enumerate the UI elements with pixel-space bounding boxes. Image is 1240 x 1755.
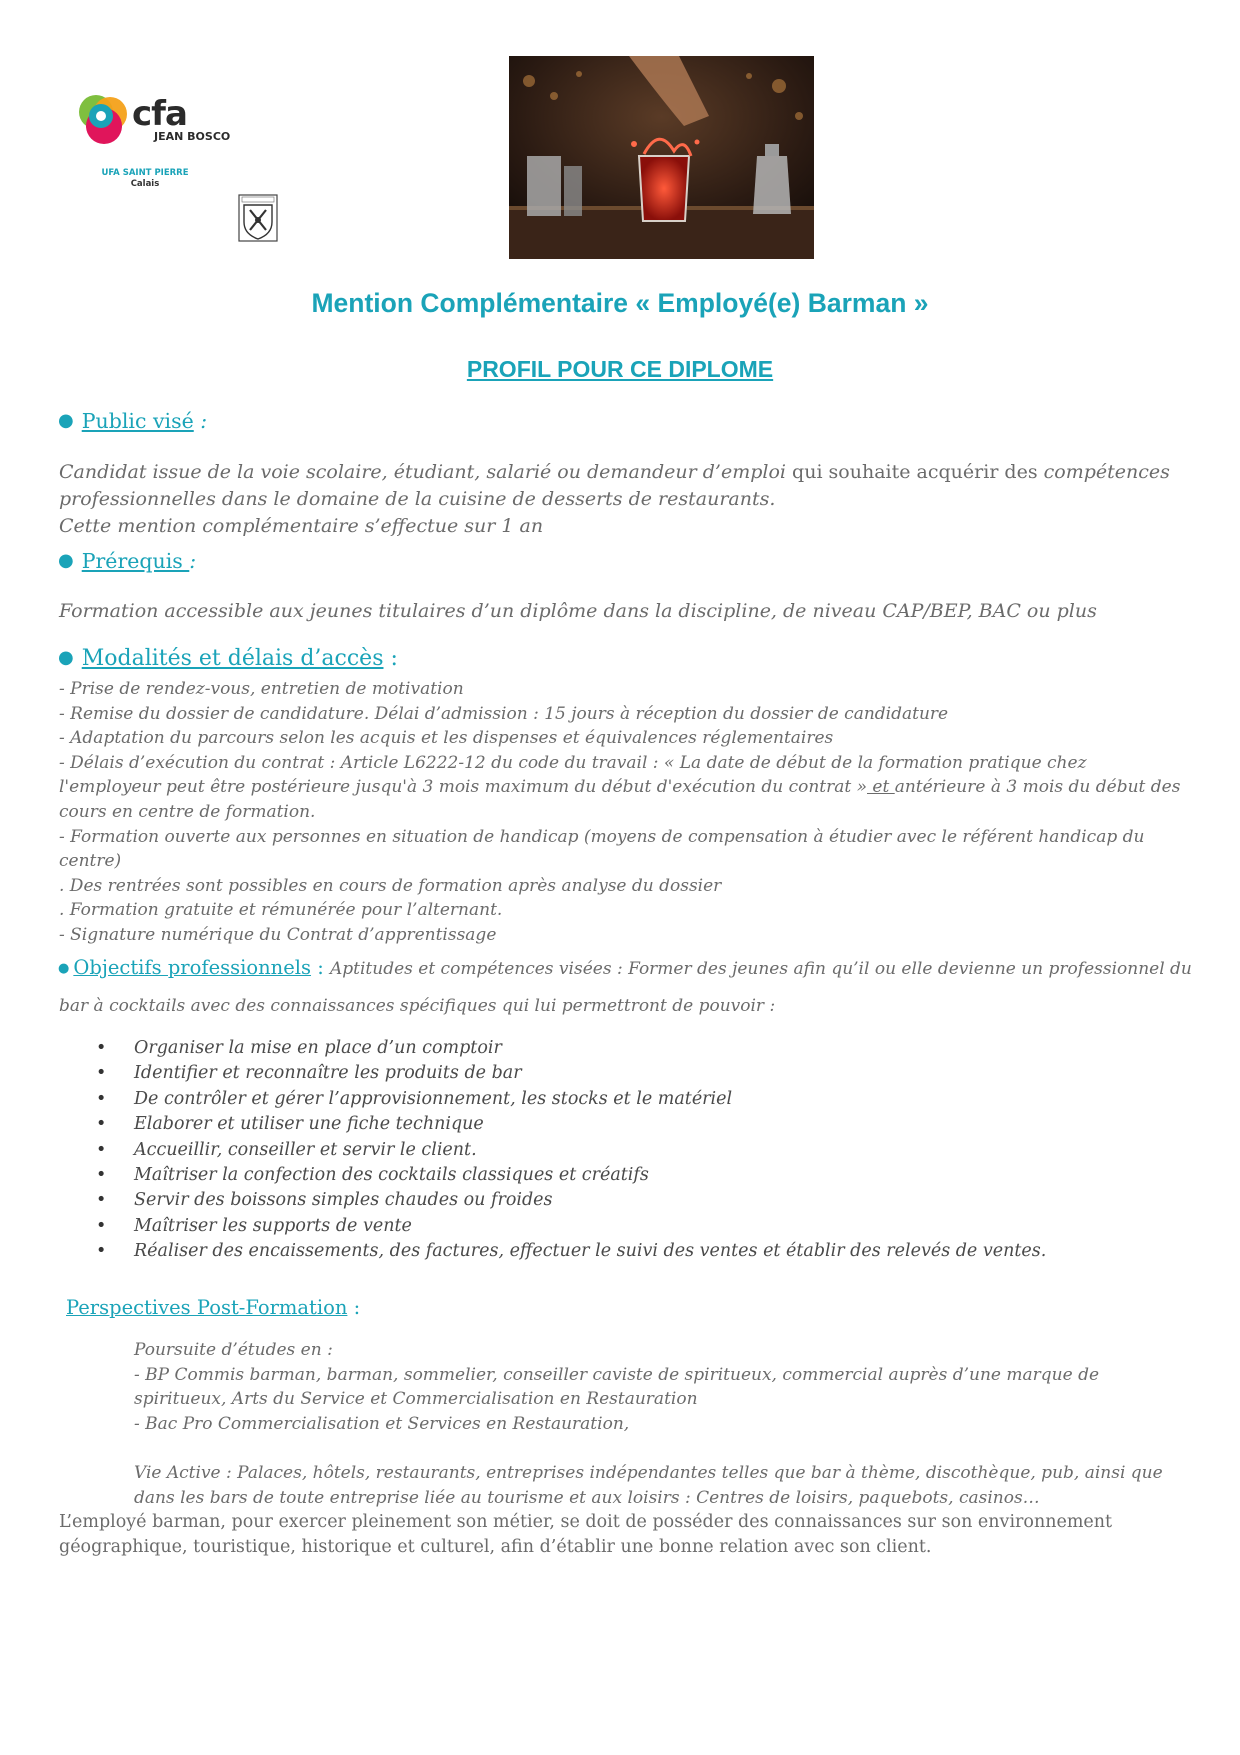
public-line1-c: compétences <box>1043 461 1170 483</box>
modalites-heading <box>58 646 398 671</box>
perspectives-line: Vie Active : Palaces, hôtels, restaurants, entreprises indépendantes telles que bar à thème, discothèque, pub, ainsi que <box>134 1462 1163 1483</box>
objectifs-text2: bar à cocktails avec des connaissances spécifiques qui lui permettront de pouvoir : <box>59 996 776 1016</box>
saint-pierre-crest-icon <box>238 194 278 242</box>
bullet-dot-icon: ● <box>58 410 74 431</box>
objectifs-heading <box>58 956 1198 979</box>
modalites-list <box>59 677 1189 948</box>
public-text <box>59 459 1179 540</box>
final-line2: géographique, touristique, historique et culturel, afin d’établir une bonne relation avec son client. <box>59 1536 932 1557</box>
list-item: • Elaborer et utiliser une fiche technique <box>96 1112 1046 1137</box>
prerequis-text: Formation accessible aux jeunes titulaires d’un diplôme dans la discipline, de niveau CAP/BEP, BAC ou plus <box>59 600 1097 622</box>
objectifs-label: Objectifs professionnels <box>73 956 312 979</box>
list-item: • Réaliser des encaissements, des factures, effectuer le suivi des ventes et établir des relevés de ventes. <box>96 1239 1046 1264</box>
perspectives-heading <box>66 1296 360 1319</box>
list-item: • Identifier et reconnaître les produits de bar <box>96 1061 1046 1086</box>
perspectives-suffix: : <box>347 1296 361 1319</box>
list-item: • Servir des boissons simples chaudes ou froides <box>96 1188 1046 1213</box>
modalites-line: l'employeur peut être postérieure jusqu'à 3 mois maximum du début d'exécution du contrat » <box>59 777 867 798</box>
modalites-label: Modalités et délais d’accès <box>81 646 384 671</box>
modalites-line: - Signature numérique du Contrat d’apprentissage <box>59 924 497 945</box>
perspectives-line: dans les bars de toute entreprise liée au tourisme et aux loisirs : Centres de loisirs, paquebots, casinos… <box>134 1487 1040 1508</box>
modalites-line: - Délais d’exécution du contrat : Article L6222-12 du code du travail : « La date de début de la formation pratique chez <box>59 752 1087 773</box>
bullet-dot-icon: ● <box>58 550 74 571</box>
modalites-line-et: et <box>867 777 895 798</box>
public-line2: professionnelles dans le domaine de la cuisine de desserts de restaurants. <box>59 488 776 510</box>
list-item: • Accueillir, conseiller et servir le client. <box>96 1138 1046 1163</box>
page-title: Mention Complémentaire « Employé(e) Barman » <box>311 288 929 318</box>
modalites-line: - Adaptation du parcours selon les acquis et les dispenses et équivalences réglementaires <box>59 728 834 749</box>
public-heading <box>58 409 207 433</box>
prerequis-suffix: : <box>189 549 197 573</box>
perspectives-line: spiritueux, Arts du Service et Commercialisation en Restauration <box>134 1389 698 1410</box>
public-line1-a: Candidat issue de la voie scolaire, étudiant, salarié ou demandeur d’emploi <box>59 461 786 483</box>
bullet-dot-icon: ● <box>58 961 70 976</box>
modalites-line: antérieure à 3 mois du début des <box>894 777 1181 798</box>
modalites-line: . Des rentrées sont possibles en cours de formation après analyse du dossier <box>59 875 722 896</box>
ufa-line1: UFA SAINT PIERRE <box>101 168 189 178</box>
perspectives-line: Poursuite d’études en : <box>134 1340 333 1360</box>
ufa-label <box>95 168 195 190</box>
cfa-logo-word: cfa <box>132 94 187 134</box>
modalites-line: . Formation gratuite et rémunérée pour l’alternant. <box>59 900 503 921</box>
modalites-line: - Formation ouverte aux personnes en situation de handicap (moyens de compensation à étudier avec le référent handicap du <box>59 826 1145 847</box>
perspectives-line: - Bac Pro Commercialisation et Services en Restauration, <box>134 1413 630 1434</box>
objectifs-list <box>96 1036 1046 1265</box>
modalites-line: centre) <box>59 851 122 872</box>
cfa-logo-subword: JEAN BOSCO <box>154 130 231 143</box>
public-line3: Cette mention complémentaire s’effectue sur 1 an <box>59 515 544 537</box>
list-item: • Organiser la mise en place d’un comptoir <box>96 1036 1046 1061</box>
perspectives-text <box>134 1338 1184 1510</box>
modalites-line: - Prise de rendez-vous, entretien de motivation <box>59 679 464 699</box>
public-label: Public visé <box>81 409 194 433</box>
bullet-dot-icon: ● <box>58 647 74 668</box>
modalites-line: - Remise du dossier de candidature. Délai d’admission : 15 jours à réception du dossier de candidature <box>59 703 949 724</box>
modalites-suffix: : <box>383 646 398 671</box>
cfa-circles-icon <box>74 92 130 148</box>
list-item: • De contrôler et gérer l’approvisionnement, les stocks et le matériel <box>96 1087 1046 1112</box>
cocktail-bar-photo <box>509 56 814 259</box>
prerequis-label: Prérequis <box>81 549 190 573</box>
modalites-line: cours en centre de formation. <box>59 801 316 822</box>
public-line1-b: qui souhaite acquérir des <box>786 461 1044 483</box>
page-subtitle: PROFIL POUR CE DIPLOME <box>466 356 774 382</box>
final-paragraph <box>59 1510 1189 1559</box>
ufa-line2: Calais <box>130 179 160 189</box>
perspectives-label: Perspectives Post-Formation <box>66 1296 348 1319</box>
list-item: • Maîtriser la confection des cocktails classiques et créatifs <box>96 1163 1046 1188</box>
objectifs-suffix: : <box>311 956 330 979</box>
prerequis-heading <box>58 549 196 573</box>
list-item: • Maîtriser les supports de vente <box>96 1214 1046 1239</box>
objectifs-text1: Aptitudes et compétences visées : Former des jeunes afin qu’il ou elle devienne un professionnel du <box>329 959 1192 979</box>
public-suffix: : <box>193 409 208 433</box>
final-line1: L’employé barman, pour exercer pleinement son métier, se doit de posséder des connaissances sur son environnement <box>59 1512 1113 1532</box>
perspectives-line: - BP Commis barman, barman, sommelier, conseiller caviste de spiritueux, commercial auprès d’une marque de <box>134 1364 1100 1385</box>
